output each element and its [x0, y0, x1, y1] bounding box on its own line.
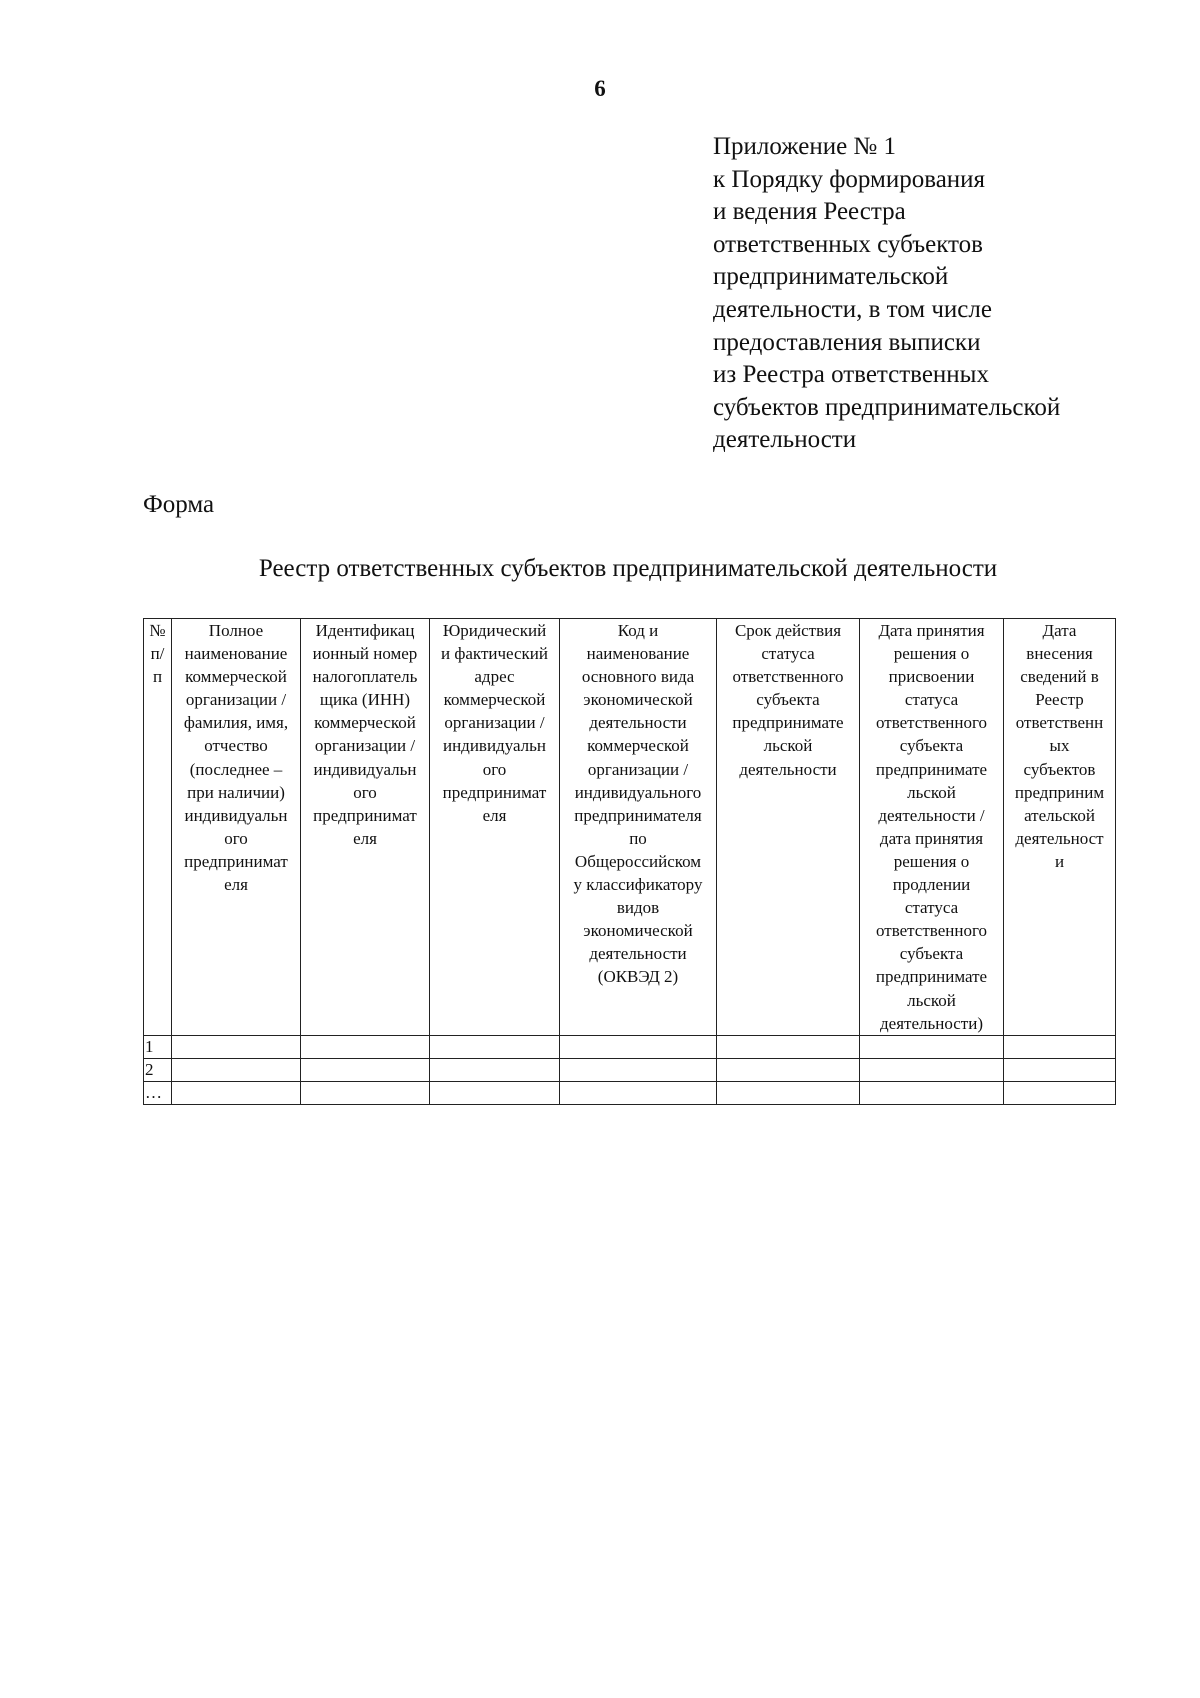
table-cell: [717, 1058, 860, 1081]
column-header-line: организации /: [314, 736, 416, 756]
column-header-line: организации /: [185, 690, 287, 710]
column-header-line: статуса: [761, 644, 815, 664]
appendix-line: деятельности, в том числе: [713, 295, 992, 323]
column-header-line: деятельност: [1015, 828, 1104, 848]
column-header-line: коммерческой: [185, 667, 287, 687]
page-number: 6: [594, 76, 606, 101]
column-header-line: предпринимате: [875, 967, 988, 987]
column-header-line: присвоении: [888, 667, 975, 687]
column-header-line: Идентификац: [315, 621, 415, 640]
appendix-line: из Реестра ответственных: [713, 361, 989, 389]
appendix-line: предпринимательской: [713, 263, 949, 291]
column-header-line: №: [149, 621, 166, 640]
column-header-line: Реестр: [1035, 690, 1084, 710]
column-header-line: ого: [224, 828, 248, 848]
column-header-line: льской: [907, 782, 956, 802]
column-header-line: статуса: [904, 898, 959, 918]
table-cell: [301, 1058, 430, 1081]
row-number-cell: 2: [144, 1058, 172, 1081]
column-header-line: деятельности: [739, 759, 837, 779]
column-header-line: ых: [1049, 736, 1070, 756]
column-header-line: по: [629, 828, 647, 848]
column-header-line: субъекта: [899, 944, 964, 964]
column-header-line: организации /: [587, 759, 689, 779]
column-header-decision-date: [860, 619, 1004, 1036]
table-cell: [1004, 1081, 1116, 1104]
column-header-line: (ОКВЭД 2): [597, 967, 679, 987]
column-header-line: деятельности /: [878, 805, 985, 825]
appendix-line: и ведения Реестра: [713, 198, 906, 226]
column-header-line: отчество: [204, 736, 268, 756]
column-header-line: коммерческой: [314, 713, 416, 733]
row-number-cell: 1: [144, 1035, 172, 1058]
column-header-line: деятельности: [589, 944, 687, 964]
column-header-line: Дата принятия: [878, 621, 985, 640]
column-header-line: статуса: [904, 690, 959, 710]
table-cell: [430, 1035, 560, 1058]
table-cell: [860, 1035, 1004, 1058]
column-header-line: Полное: [208, 621, 264, 640]
column-header-line: наименование: [184, 644, 288, 664]
column-header-line: субъектов: [1023, 759, 1096, 779]
column-header-line: коммерческой: [443, 690, 546, 710]
column-header-line: ого: [353, 782, 377, 802]
column-header-entry-date: [1004, 619, 1116, 1036]
column-header-line: ответственного: [732, 667, 844, 687]
table-row: [144, 1058, 1116, 1081]
table-cell: [430, 1058, 560, 1081]
column-header-address: [430, 619, 560, 1036]
appendix-line: Приложение № 1: [713, 133, 897, 160]
column-header-line: и фактический: [441, 644, 548, 664]
column-header-line: дата принятия: [879, 828, 984, 848]
column-header-line: решения о: [893, 851, 970, 871]
column-header-line: налогоплатель: [312, 667, 418, 687]
column-header-line: индивидуальн: [184, 805, 288, 825]
column-header-line: решения о: [893, 644, 970, 664]
appendix-line: деятельности: [713, 426, 857, 454]
column-header-line: предпринимате: [875, 759, 988, 779]
appendix-line: субъектов предпринимательской: [713, 393, 1061, 421]
table-cell: [717, 1081, 860, 1104]
column-header-line: Дата: [1042, 621, 1077, 640]
column-header-line: предпринимат: [442, 782, 547, 802]
table-row: [144, 1035, 1116, 1058]
column-header-line: п: [152, 667, 163, 687]
appendix-line: ответственных субъектов: [713, 230, 983, 258]
column-header-line: Код и: [617, 621, 659, 640]
column-header-line: и: [1054, 851, 1065, 871]
table-body: [144, 1035, 1116, 1104]
table-cell: [301, 1081, 430, 1104]
column-header-line: наименование: [586, 644, 690, 664]
table-cell: [1004, 1058, 1116, 1081]
column-header-line: предпринимат: [313, 805, 417, 825]
appendix-line: к Порядку формирования: [713, 165, 986, 193]
column-header-line: еля: [353, 828, 377, 848]
column-header-line: ответственного: [875, 713, 987, 733]
column-header-line: ательской: [1024, 805, 1095, 825]
column-header-line: деятельности: [589, 713, 687, 733]
column-header-line: у классификатору: [573, 875, 703, 895]
column-header-line: предпринимат: [184, 851, 288, 871]
column-header-line: еля: [224, 875, 248, 895]
registry-table: [143, 618, 1116, 1105]
column-header-line: ого: [482, 759, 507, 779]
table-cell: [860, 1058, 1004, 1081]
appendix-heading: [713, 131, 1183, 457]
column-header-line: предпринимателя: [574, 805, 702, 825]
column-header-line: п/: [150, 644, 165, 664]
column-header-line: внесения: [1026, 644, 1093, 664]
column-header-line: ответственного: [875, 921, 987, 941]
table-cell: [172, 1058, 301, 1081]
column-header-line: индивидуальн: [442, 736, 547, 756]
column-header-line: льской: [763, 736, 813, 756]
column-header-status-term: [717, 619, 860, 1036]
column-header-line: адрес: [474, 667, 515, 687]
column-header-line: Юридический: [442, 621, 547, 640]
column-header-line: видов: [616, 898, 660, 918]
table-row: [144, 1081, 1116, 1104]
registry-title: Реестр ответственных субъектов предпринимательской деятельности: [258, 555, 998, 582]
table-cell: [560, 1058, 717, 1081]
column-header-line: (последнее –: [189, 759, 283, 779]
column-header-line: организации /: [444, 713, 545, 733]
column-header-line: сведений в: [1020, 667, 1099, 687]
column-header-line: предпринимате: [732, 713, 844, 733]
column-header-full-name: [172, 619, 301, 1036]
column-header-line: экономической: [583, 690, 693, 710]
table-cell: [1004, 1035, 1116, 1058]
column-header-line: щика (ИНН): [319, 690, 411, 710]
table-cell: [430, 1081, 560, 1104]
row-number-cell: …: [144, 1081, 172, 1104]
column-header-line: продлении: [892, 875, 971, 895]
column-header-line: субъекта: [899, 736, 964, 756]
column-header-line: коммерческой: [587, 736, 689, 756]
column-header-line: фамилия, имя,: [183, 713, 289, 733]
column-header-line: ионный номер: [312, 644, 418, 664]
column-header-inn: [301, 619, 430, 1036]
column-header-line: Общероссийском: [574, 851, 702, 871]
table-cell: [560, 1081, 717, 1104]
table-cell: [717, 1035, 860, 1058]
table-cell: [172, 1081, 301, 1104]
column-header-line: льской: [907, 990, 956, 1010]
table-cell: [301, 1035, 430, 1058]
column-header-num: [144, 619, 172, 1036]
column-header-line: деятельности): [880, 1013, 983, 1033]
column-header-line: индивидуальн: [313, 759, 417, 779]
column-header-line: субъекта: [756, 690, 820, 710]
table-header-row: [144, 619, 1116, 1036]
column-header-line: индивидуального: [574, 782, 702, 802]
form-label: Форма: [143, 491, 215, 518]
column-header-line: при наличии): [187, 782, 285, 802]
appendix-line: предоставления выписки: [713, 328, 981, 356]
column-header-line: экономической: [583, 921, 693, 941]
column-header-line: ответственн: [1015, 713, 1104, 733]
column-header-line: Срок действия: [734, 621, 842, 640]
table-cell: [860, 1081, 1004, 1104]
table-cell: [172, 1035, 301, 1058]
column-header-line: предприним: [1014, 782, 1105, 802]
column-header-line: основного вида: [581, 667, 695, 687]
column-header-line: еля: [482, 805, 507, 825]
table-cell: [560, 1035, 717, 1058]
column-header-okved: [560, 619, 717, 1036]
